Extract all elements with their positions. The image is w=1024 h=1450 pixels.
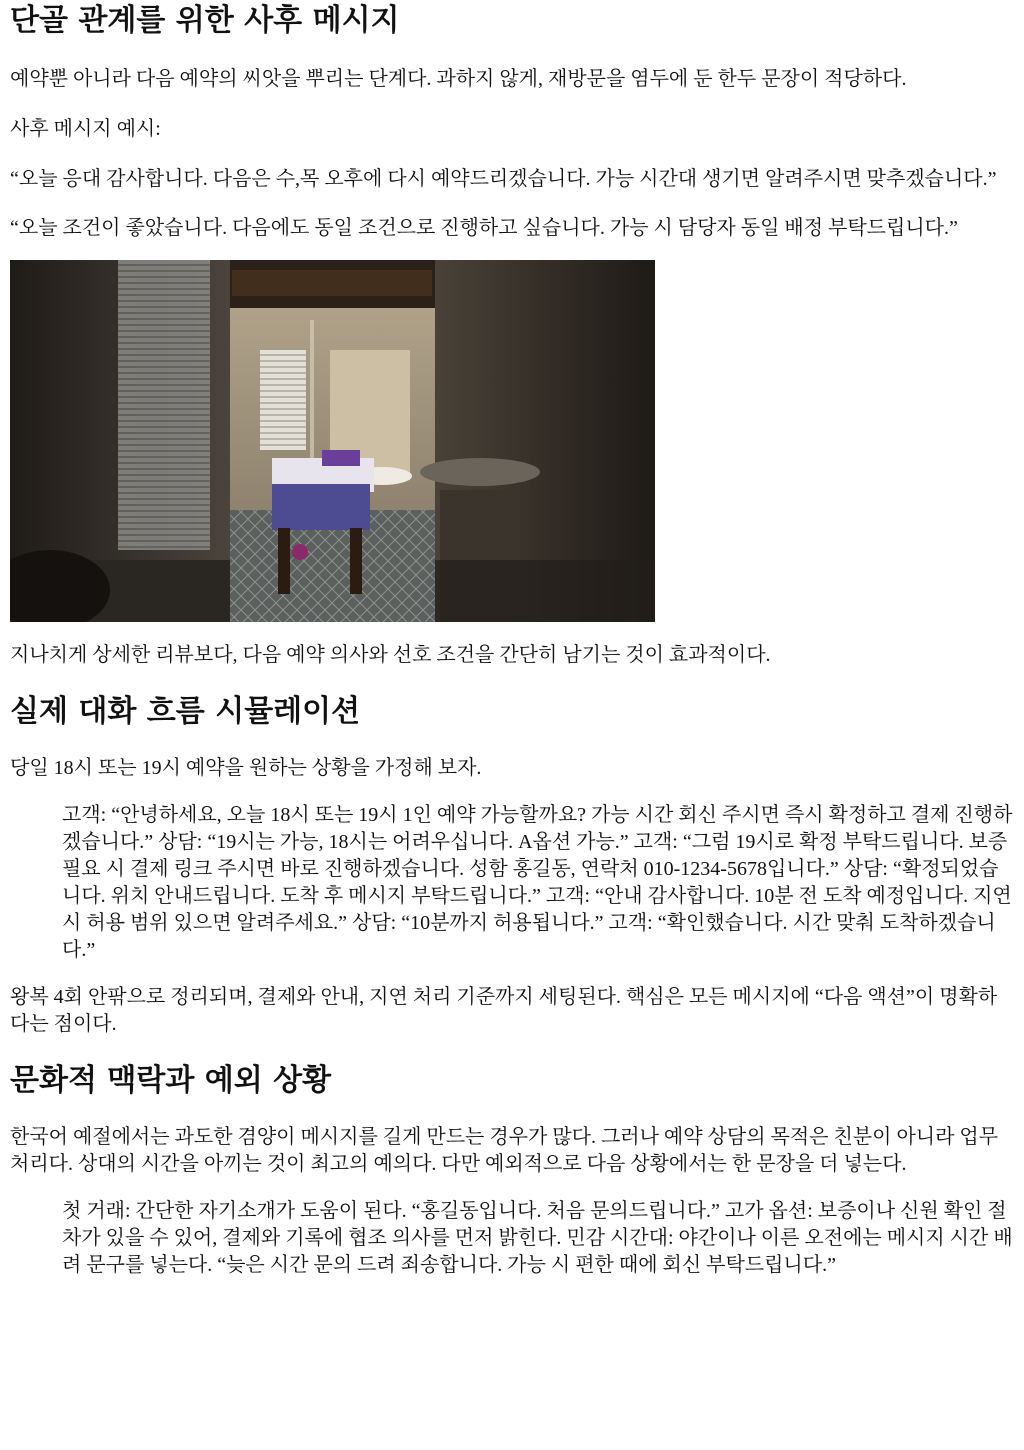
dialogue-quote: 고객: “안녕하세요, 오늘 18시 또는 19시 1인 예약 가능할까요? 가능 시간 회신 주시면 즉시 확정하고 결제 진행하겠습니다.” 상담: “19시는 가능, 18시는 어려우십니다. A옵션 가능.” 고객: “그럼 19시로 확정 부탁드립니다. 보증 필요 시 결제 링크 주시면 바로 진행하겠습니다. 성함 홍길동, 연락처 010-1234-5678입니다.” 상담: “확정되었습니다. 위치 안내드립니다. 도착 후 메시지 부탁드립니다.” 고객: “안내 감사합니다. 10분 전 도착 예정입니다. 지연 시 허용 범위 있으면 알려주세요.” 상담: “10분까지 허용됩니다.” 고객: “확인했습니다. 시간 맞춰 도착하겠습니다.” (62, 804, 1013, 961)
simulation-summary: 왕복 4회 안팎으로 정리되며, 결제와 안내, 지연 처리 기준까지 세팅된다. 핵심은 모든 메시지에 “다음 액션”이 명확하다는 점이다. (10, 986, 998, 1035)
followup-example-1: “오늘 응대 감사합니다. 다음은 수,목 오후에 다시 예약드리겠습니다. 가능 시간대 생기면 알려주시면 맞추겠습니다.” (10, 168, 997, 190)
followup-conclusion: 지나치게 상세한 리뷰보다, 다음 예약 의사와 선호 조건을 간단히 남기는 것이 효과적이다. (10, 644, 771, 666)
section-heading-culture: 문화적 맥락과 예외 상황 (10, 1063, 332, 1098)
section-heading-followup: 단골 관계를 위한 사후 메시지 (10, 3, 400, 38)
culture-quote: 첫 거래: 간단한 자기소개가 도움이 된다. “홍길동입니다. 처음 문의드립니다.” 고가 옵션: 보증이나 신원 확인 절차가 있을 수 있어, 결제와 기록에 협조 의사를 먼저 밝힌다. 민감 시간대: 야간이나 이른 오전에는 메시지 시간 배려 문구를 넣는다. “늦은 시간 문의 드려 죄송합니다. 가능 시 편한 때에 회신 부탁드립니다.” (62, 1200, 1013, 1276)
simulation-intro: 당일 18시 또는 19시 예약을 원하는 상황을 가정해 보자. (10, 757, 482, 779)
followup-intro: 예약뿐 아니라 다음 예약의 씨앗을 뿌리는 단계다. 과하지 않게, 재방문을 염두에 둔 한두 문장이 적당하다. (10, 68, 907, 90)
culture-intro: 한국어 예절에서는 과도한 겸양이 메시지를 길게 만드는 경우가 많다. 그러나 예약 상담의 목적은 친분이 아니라 업무 처리다. 상대의 시간을 아끼는 것이 최고의 예의다. 다만 예외적으로 다음 상황에서는 한 문장을 더 넣는다. (10, 1126, 999, 1175)
followup-examples-label: 사후 메시지 예시: (10, 118, 161, 140)
section-heading-simulation: 실제 대화 흐름 시뮬레이션 (10, 694, 361, 729)
spa-room-photo (10, 260, 655, 622)
article (0, 2, 1024, 1279)
followup-example-2: “오늘 조건이 좋았습니다. 다음에도 동일 조건으로 진행하고 싶습니다. 가능 시 담당자 동일 배정 부탁드립니다.” (10, 217, 958, 239)
